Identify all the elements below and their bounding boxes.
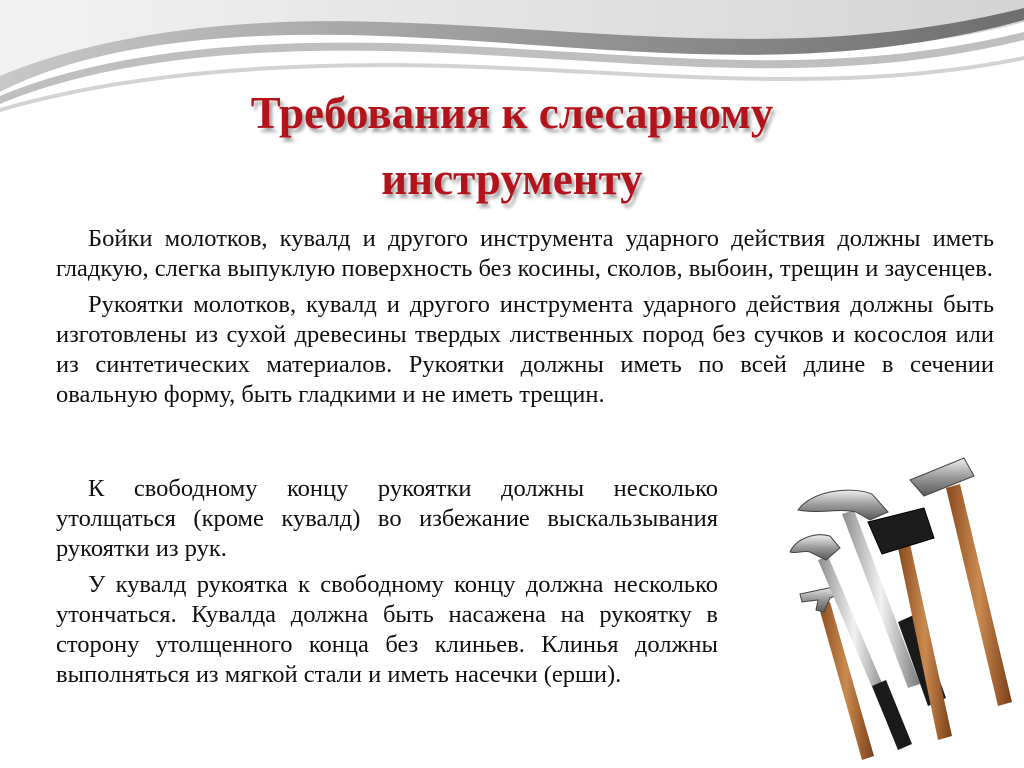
paragraph-hammer-heads: Бойки молотков, кувалд и другого инструмента ударного действия должны иметь гладкую, слегка выпуклую поверхность без косины, сколов, выбоин, трещин и заусенцев. bbox=[56, 225, 994, 282]
paragraph-handle-material: Рукоятки молотков, кувалд и другого инструмента ударного действия должны быть изготовлены из сухой древесины твердых лиственных пород без сучков и косослоя или из синтетических материалов. Рукоятки должны иметь по всей длине в сечении овальную форму, быть гладкими и не иметь трещин. bbox=[56, 291, 994, 408]
slide-title-line-1: Требования к слесарному bbox=[250, 88, 774, 138]
hammers-illustration bbox=[760, 452, 1020, 768]
hammer-small-left-icon bbox=[800, 586, 874, 760]
paragraph-handle-thickening: К свободному концу рукоятки должны несколько утолщаться (кроме кувалд) во избежание выскальзывания рукоятки из рук. bbox=[56, 475, 718, 562]
body-text-narrow bbox=[56, 474, 718, 696]
paragraph-sledgehammer-fitting: У кувалд рукоятка к свободному концу должна несколько утончаться. Кувалда должна быть насажена на рукоятку в сторону утолщенного конца без клиньев. Клинья должны выполняться из мягкой стали и иметь насечки (ерши). bbox=[56, 571, 718, 688]
slide-title bbox=[120, 80, 904, 212]
slide-title-line-2: инструменту bbox=[381, 154, 643, 204]
body-text-wide bbox=[56, 224, 994, 416]
